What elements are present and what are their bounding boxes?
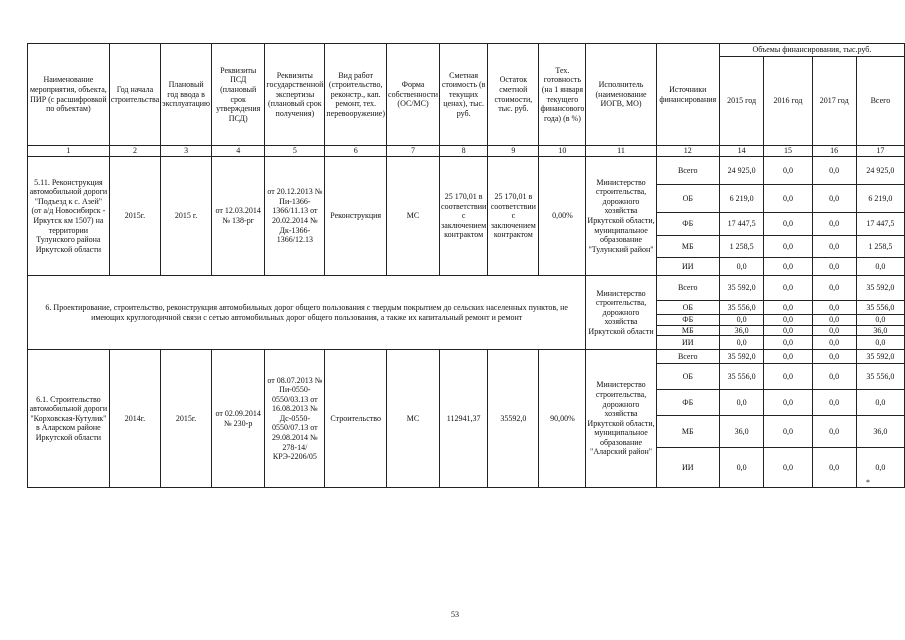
source-cell: ИИ	[656, 448, 719, 488]
value-total: 6 219,0	[856, 185, 904, 213]
value-2015: 35 592,0	[719, 350, 764, 364]
value-2017: 0,0	[812, 157, 856, 185]
row61-ready: 90,00%	[539, 350, 586, 488]
value-2015: 17 447,5	[719, 213, 764, 236]
value-2017: 0,0	[812, 213, 856, 236]
row61-plan: 2015г.	[161, 350, 212, 488]
value-total: 24 925,0	[856, 157, 904, 185]
header-psd: Реквизиты ПСД (плановый срок утверждения ПСД)	[212, 44, 265, 146]
column-number: 1	[28, 146, 110, 157]
value-2017: 0,0	[812, 416, 856, 448]
value-2016: 0,0	[764, 213, 812, 236]
header-source: Источники финансирования	[656, 44, 719, 146]
source-cell: ФБ	[656, 315, 719, 326]
value-2016: 0,0	[764, 315, 812, 326]
header-remainder: Остаток сметной стоимости, тыс. руб.	[488, 44, 539, 146]
value-2017: 0,0	[812, 276, 856, 301]
row511-ready: 0,00%	[539, 157, 586, 276]
value-total: 35 556,0	[856, 301, 904, 315]
value-total: 0,0	[856, 258, 904, 276]
value-2017: 0,0	[812, 448, 856, 488]
value-2016: 0,0	[764, 448, 812, 488]
row511-start: 2015г.	[109, 157, 160, 276]
source-cell: ИИ	[656, 336, 719, 350]
source-cell: Всего	[656, 276, 719, 301]
header-work-type: Вид работ (строительство, реконстр., кап. ремонт, тех. перевооружение)	[325, 44, 387, 146]
row61-rest: 35592,0	[488, 350, 539, 488]
column-number: 6	[325, 146, 387, 157]
value-2015: 0,0	[719, 258, 764, 276]
value-2015: 0,0	[719, 336, 764, 350]
source-cell: МБ	[656, 236, 719, 258]
header-financing: Объемы финансирования, тыс.руб.	[719, 44, 904, 57]
value-2015: 0,0	[719, 390, 764, 416]
row61-psd: от 02.09.2014 № 230-р	[212, 350, 265, 488]
value-total: 36,0	[856, 325, 904, 336]
source-cell: Всего	[656, 157, 719, 185]
header-ownership: Форма собственности (ОС/МС)	[387, 44, 440, 146]
source-cell: ИИ	[656, 258, 719, 276]
row511-psd: от 12.03.2014 № 138-рг	[212, 157, 265, 276]
column-number: 9	[488, 146, 539, 157]
value-2016: 0,0	[764, 258, 812, 276]
value-2015: 35 556,0	[719, 364, 764, 390]
value-2016: 0,0	[764, 416, 812, 448]
value-2015: 0,0	[719, 315, 764, 326]
value-2017: 0,0	[812, 325, 856, 336]
value-total: 1 258,5	[856, 236, 904, 258]
row511-executor: Министерство строительства, дорожного хозяйства Иркутской области, муниципальное образование "Тулунский район"	[586, 157, 656, 276]
table-row	[28, 350, 905, 364]
column-number: 11	[586, 146, 656, 157]
row61-form: МС	[387, 350, 440, 488]
source-cell: МБ	[656, 325, 719, 336]
value-total: 0,0	[856, 315, 904, 326]
row511-form: МС	[387, 157, 440, 276]
value-2016: 0,0	[764, 350, 812, 364]
value-2017: 0,0	[812, 185, 856, 213]
row511-name: 5.11. Реконструкция автомобильной дороги "Подъезд к с. Азей" (от а/д Новосибирск - Иркутск км 1507) на территории Тулунского района Иркутской области	[28, 157, 110, 276]
source-cell: МБ	[656, 416, 719, 448]
value-2015: 35 592,0	[719, 276, 764, 301]
column-numbers-row	[28, 146, 905, 157]
value-2017: 0,0	[812, 236, 856, 258]
row61-cost: 112941,37	[440, 350, 488, 488]
value-total: 17 447,5	[856, 213, 904, 236]
column-number: 8	[440, 146, 488, 157]
value-2017: 0,0	[812, 350, 856, 364]
header-estimate: Сметная стоимость (в текущих ценах), тыс. руб.	[440, 44, 488, 146]
row511-expertise: от 20.12.2013 № Пи-1366-1366/11.13 от 20.02.2014 № Дк-1366-1366/12.13	[265, 157, 325, 276]
column-number: 5	[265, 146, 325, 157]
row511-type: Реконструкция	[325, 157, 387, 276]
value-2015: 24 925,0	[719, 157, 764, 185]
financing-table	[27, 43, 905, 488]
header-2015: 2015 год	[719, 57, 764, 146]
column-number: 15	[764, 146, 812, 157]
header-plan-year: Плановый год ввода в эксплуатацию	[161, 44, 212, 146]
header-executor: Исполнитель (наименование ИОГВ, МО)	[586, 44, 656, 146]
value-total: 0,0	[856, 390, 904, 416]
header-readiness: Тех. готовность (на 1 января текущего финансового года) (в %)	[539, 44, 586, 146]
source-cell: Всего	[656, 350, 719, 364]
value-2017: 0,0	[812, 258, 856, 276]
section6-title: 6. Проектирование, строительство, реконструкция автомобильных дорог общего пользования с твердым покрытием до сельских населенных пунктов, не имеющих круглогодичной связи с сетью автомобильных дорог общего пользования, а также их капитальный ремонт и ремонт	[28, 276, 586, 350]
source-cell: ФБ	[656, 213, 719, 236]
row61-name: 6.1. Строительство автомобильной дороги "Корховская-Кутулик" в Аларском районе Иркутской области	[28, 350, 110, 488]
column-number: 17	[856, 146, 904, 157]
column-number: 2	[109, 146, 160, 157]
header-row-1	[28, 44, 905, 57]
value-total: 36,0	[856, 416, 904, 448]
value-2017: 0,0	[812, 336, 856, 350]
column-number: 10	[539, 146, 586, 157]
value-2015: 0,0	[719, 448, 764, 488]
row511-cost: 25 170,01 в соответствии с заключением контрактом	[440, 157, 488, 276]
table-row	[28, 276, 905, 301]
source-cell: ОБ	[656, 185, 719, 213]
source-cell: ОБ	[656, 301, 719, 315]
value-2017: 0,0	[812, 301, 856, 315]
column-number: 12	[656, 146, 719, 157]
row61-start: 2014г.	[109, 350, 160, 488]
section6-executor: Министерство строительства, дорожного хозяйства Иркутской области	[586, 276, 656, 350]
row511-rest: 25 170,01 в соответствии с заключением контрактом	[488, 157, 539, 276]
value-2016: 0,0	[764, 336, 812, 350]
value-total: 35 556,0	[856, 364, 904, 390]
column-number: 3	[161, 146, 212, 157]
value-2016: 0,0	[764, 157, 812, 185]
table-row	[28, 157, 905, 185]
value-total: 0,0	[856, 448, 904, 488]
header-name: Наименование мероприятия, объекта, ПИР (с расшифровкой по объектам)	[28, 44, 110, 146]
header-expertise: Реквизиты государственной экспертизы (плановый срок получения)	[265, 44, 325, 146]
column-number: 4	[212, 146, 265, 157]
row61-expertise: от 08.07.2013 № Пи-0550-0550/03.13 от 16.08.2013 № Дс-0550-0550/07.13 от 29.08.2014 № 278-14/КРЭ-2206/05	[265, 350, 325, 488]
value-2015: 35 556,0	[719, 301, 764, 315]
value-2016: 0,0	[764, 185, 812, 213]
column-number: 16	[812, 146, 856, 157]
header-2017: 2017 год	[812, 57, 856, 146]
value-2016: 0,0	[764, 301, 812, 315]
value-2015: 1 258,5	[719, 236, 764, 258]
source-cell: ФБ	[656, 390, 719, 416]
value-2016: 0,0	[764, 364, 812, 390]
value-2017: 0,0	[812, 364, 856, 390]
value-2017: 0,0	[812, 390, 856, 416]
value-2015: 6 219,0	[719, 185, 764, 213]
corner-mark: *	[866, 478, 870, 487]
value-2016: 0,0	[764, 276, 812, 301]
value-2016: 0,0	[764, 390, 812, 416]
source-cell: ОБ	[656, 364, 719, 390]
header-start-year: Год начала строительства	[109, 44, 160, 146]
column-number: 7	[387, 146, 440, 157]
row61-type: Строительство	[325, 350, 387, 488]
value-total: 35 592,0	[856, 276, 904, 301]
column-number: 14	[719, 146, 764, 157]
value-2016: 0,0	[764, 236, 812, 258]
value-2017: 0,0	[812, 315, 856, 326]
row511-plan: 2015 г.	[161, 157, 212, 276]
row61-executor: Министерство строительства, дорожного хозяйства Иркутской области, муниципальное образование "Аларский район"	[586, 350, 656, 488]
value-2016: 0,0	[764, 325, 812, 336]
value-total: 35 592,0	[856, 350, 904, 364]
value-2015: 36,0	[719, 416, 764, 448]
page-number: 53	[451, 610, 459, 619]
value-total: 0,0	[856, 336, 904, 350]
header-total: Всего	[856, 57, 904, 146]
header-2016: 2016 год	[764, 57, 812, 146]
value-2015: 36,0	[719, 325, 764, 336]
